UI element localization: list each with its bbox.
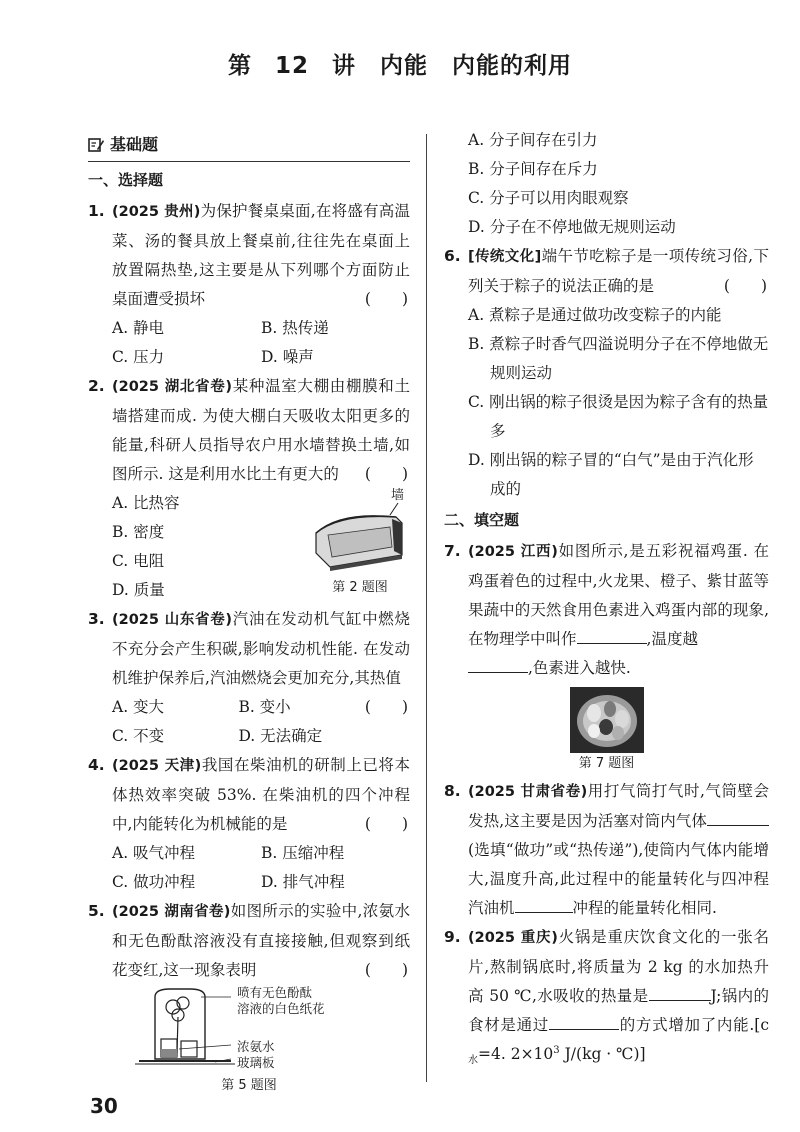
options [88, 839, 410, 897]
option-a: A. 静电 [112, 319, 165, 337]
question-source: (2025 湖南省卷) [112, 904, 231, 920]
question-text: (选填“做功”或“热传递”),使筒内气体内能增大,温度升高,此过程中的能量转化与四冲程汽油机 [468, 841, 769, 917]
options [88, 693, 365, 751]
question-1 [88, 197, 410, 314]
question-text: ,温度越 [646, 630, 698, 648]
option-b: B. 煮粽子时香气四溢说明分子在不停地做无规则运动 [468, 335, 769, 382]
option-d: D. 分子在不停地做无规则运动 [468, 218, 676, 236]
figure-7 [444, 687, 769, 775]
question-text: 如图所示,是五彩祝福鸡蛋. 在鸡蛋着色的过程中,火龙果、橙子、紫甘蓝等果蔬中的天然食用色素进入鸡蛋内部的现象,在物理学中叫作 [468, 542, 769, 648]
option-d: D. 无法确定 [238, 727, 323, 745]
question-number: 5. [88, 902, 105, 920]
subsection-fill: 二、填空题 [444, 511, 520, 529]
option-c: C. 做功冲程 [112, 873, 196, 891]
answer-paren: ( ) [364, 815, 408, 833]
left-column [88, 130, 410, 1097]
question-2 [88, 372, 410, 489]
question-source: (2025 贵州) [112, 204, 201, 220]
answer-paren: ( ) [364, 698, 408, 716]
figure-labels [237, 985, 325, 1071]
answer-blank[interactable] [515, 894, 573, 913]
column-divider [426, 134, 427, 1082]
answer-paren: ( ) [364, 290, 408, 308]
option-a: A. 煮粽子是通过做功改变粽子的内能 [468, 306, 722, 324]
question-number: 6. [444, 247, 461, 265]
label-glass-plate: 玻璃板 [237, 1055, 275, 1070]
page-number: 30 [90, 1094, 118, 1118]
label-ammonia: 浓氨水 [237, 1039, 275, 1054]
answer-blank[interactable] [649, 982, 711, 1001]
subsection-choice: 一、选择题 [88, 171, 164, 189]
option-c: C. 压力 [112, 348, 165, 366]
question-text: 用打气筒打气时,气筒壁会发热,这主要是因为活塞对筒内气体 [468, 782, 769, 830]
question-text: J;锅内的食材是通过 [468, 987, 769, 1034]
question-9 [444, 923, 769, 1069]
option-a: A. 变大 [112, 698, 165, 716]
answer-paren: ( ) [364, 961, 408, 979]
option-d: D. 噪声 [261, 348, 314, 366]
option-b: B. 压缩冲程 [261, 844, 345, 862]
option-b: B. 热传递 [261, 319, 329, 337]
question-source: [传统文化] [468, 249, 542, 265]
colored-eggs-photo [570, 687, 644, 753]
question-number: 2. [88, 377, 105, 395]
question-8 [444, 777, 769, 923]
question-6 [444, 242, 769, 301]
question-text: 冲程的能量转化相同. [572, 899, 717, 917]
question-number: 1. [88, 202, 105, 220]
figure-5 [88, 987, 410, 1097]
question-2-body [88, 489, 410, 605]
option-b: B. 变小 [238, 698, 291, 716]
specific-heat-formula: [$c_水=4$. $2\times 10^3$ J/(kg · ℃)] [468, 1016, 769, 1067]
option-c: C. 分子可以用肉眼观察 [468, 189, 629, 207]
question-text: 为保护餐桌桌面,在将盛有高温菜、汤的餐具放上餐桌前,往往先在桌面上放置隔热垫,这主要是从下列哪个方面防止桌面遭受损坏 [112, 202, 410, 308]
pencil-icon [88, 137, 104, 153]
question-text: ,色素进入越快. [528, 659, 631, 677]
option-d: D. 质量 [112, 581, 165, 599]
option-d: D. 排气冲程 [261, 873, 345, 891]
figure-label-wall: 墙 [390, 488, 404, 503]
question-number: 7. [444, 542, 461, 560]
question-number: 9. [444, 928, 461, 946]
question-number: 8. [444, 782, 461, 800]
question-source: (2025 江西) [468, 544, 558, 560]
option-b: B. 密度 [112, 523, 165, 541]
option-c: C. 刚出锅的粽子很烫是因为粽子含有的热量多 [468, 393, 769, 440]
option-a: A. 吸气冲程 [112, 844, 196, 862]
question-number: 4. [88, 756, 105, 774]
question-text: 我国在柴油机的研制上已将本体热效率突破 53%. 在柴油机的四个冲程中,内能转化为机械能的是 [112, 756, 410, 833]
option-a: A. 分子间存在引力 [468, 131, 598, 149]
ammonia-experiment-illustration [135, 987, 235, 1069]
option-c: C. 不变 [112, 727, 165, 745]
question-text: 如图所示的实验中,浓氨水和无色酚酞溶液没有直接接触,但观察到纸花变红,这一现象表明 [112, 902, 410, 979]
question-4 [88, 751, 410, 839]
option-c: C. 电阻 [112, 552, 165, 570]
question-text: 端午节吃粽子是一项传统习俗,下列关于粽子的说法正确的是 [468, 247, 769, 295]
section-header [88, 130, 410, 162]
label-paper-flower-1: 喷有无色酚酞 [237, 985, 313, 1000]
question-source: (2025 山东省卷) [112, 612, 233, 628]
question-source: (2025 湖北省卷) [112, 379, 233, 395]
question-source: (2025 天津) [112, 758, 202, 774]
figure-caption: 第 5 题图 [221, 1078, 277, 1093]
options [88, 314, 410, 372]
question-source: (2025 重庆) [468, 930, 558, 946]
right-column [444, 126, 769, 1069]
answer-blank[interactable] [707, 807, 769, 826]
answer-blank[interactable] [549, 1011, 619, 1030]
figure-caption: 第 2 题图 [332, 580, 388, 595]
question-text: 火锅是重庆饮食文化的一张名片,熬制锅底时,将质量为 2 kg 的水加热升高 50 ℃,水吸收的热量是 [468, 928, 769, 1005]
question-source: (2025 甘肃省卷) [468, 784, 588, 800]
answer-blank[interactable] [468, 654, 528, 673]
page-title: 第 12 讲 内能 内能的利用 [227, 53, 573, 79]
answer-paren: ( ) [723, 277, 767, 295]
greenhouse-illustration [310, 489, 410, 577]
question-text: 的方式增加了内能. [619, 1016, 755, 1034]
figure-2 [310, 489, 410, 599]
option-b: B. 分子间存在斥力 [468, 160, 598, 178]
answer-blank[interactable] [577, 625, 647, 644]
answer-paren: ( ) [364, 465, 408, 483]
option-a: A. 比热容 [112, 494, 180, 512]
question-7 [444, 537, 769, 683]
question-text: 某种温室大棚由棚膜和土墙搭建而成. 为使大棚白天吸收太阳更多的能量,科研人员指导农户用水墙替换土墙,如图所示. 这是利用水比土有更大的 [112, 377, 410, 483]
question-5 [88, 897, 410, 985]
option-d: D. 刚出锅的粽子冒的“白气”是由于汽化形成的 [468, 451, 754, 498]
label-paper-flower-2: 溶液的白色纸花 [237, 1001, 325, 1016]
question-text: 汽油在发动机气缸中燃烧不充分会产生积碳,影响发动机性能. 在发动机维护保养后,汽油燃烧会更加充分,其热值 [112, 610, 410, 687]
figure-caption: 第 7 题图 [578, 756, 635, 771]
section-title: 基础题 [110, 135, 159, 154]
question-number: 3. [88, 610, 105, 628]
